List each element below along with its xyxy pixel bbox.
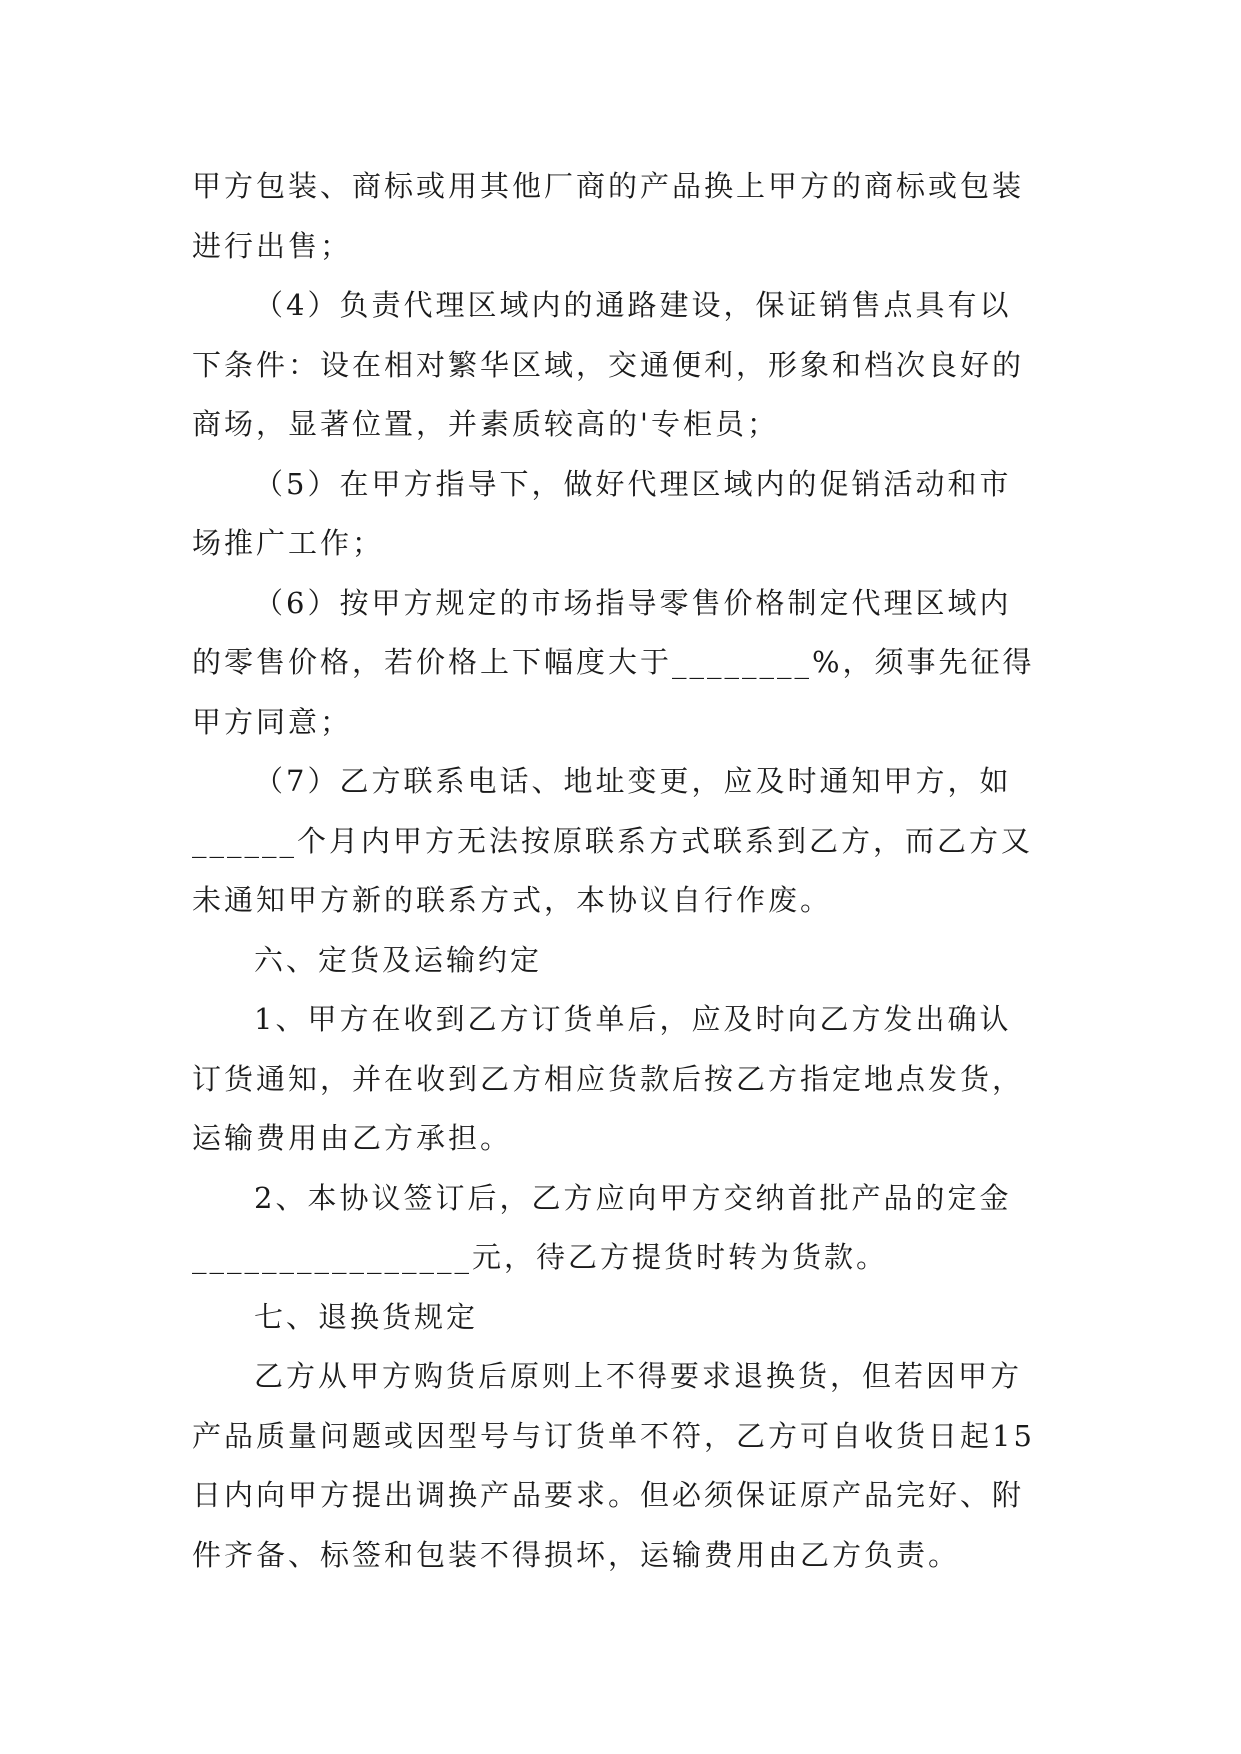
section-heading: 六、定货及运输约定 (254, 942, 543, 977)
text-line: 进行出售； (192, 228, 353, 263)
text-line: ________________元，待乙方提货时转为货款。 (192, 1240, 889, 1274)
text-line: ______个月内甲方无法按原联系方式联系到乙方，而乙方又 (192, 823, 1034, 858)
text-line: （6）按甲方规定的市场指导零售价格制定代理区域内 (254, 585, 1012, 620)
text-line: 未通知甲方新的联系方式，本协议自行作废。 (192, 883, 833, 917)
text-line: 运输费用由乙方承担。 (192, 1121, 513, 1155)
text-line: 下条件：设在相对繁华区域，交通便利，形象和档次良好的 (192, 347, 1025, 382)
text-line: 商场，显著位置，并素质较高的'专柜员； (192, 407, 779, 441)
text-line: 日内向甲方提出调换产品要求。但必须保证原产品完好、附 (192, 1478, 1025, 1512)
text-line: 1、甲方在收到乙方订货单后，应及时向乙方发出确认 (254, 1002, 1012, 1036)
text-line: 甲方同意； (192, 704, 353, 739)
text-line: （5）在甲方指导下，做好代理区域内的促销活动和市 (254, 466, 1012, 501)
text-line: 2、本协议签订后，乙方应向甲方交纳首批产品的定金 (254, 1180, 1012, 1215)
text-line: 产品质量问题或因型号与订货单不符，乙方可自收货日起15 (192, 1418, 1035, 1453)
text-line: （7）乙方联系电话、地址变更，应及时通知甲方，如 (254, 764, 1012, 798)
text-line: 的零售价格，若价格上下幅度大于________%，须事先征得 (192, 645, 1035, 679)
text-line: 乙方从甲方购货后原则上不得要求退换货，但若因甲方 (254, 1359, 1023, 1393)
text-line: 订货通知，并在收到乙方相应货款后按乙方指定地点发货， (192, 1061, 1025, 1096)
section-heading: 七、退换货规定 (254, 1299, 479, 1334)
text-line: （4）负责代理区域内的通路建设，保证销售点具有以 (254, 288, 1012, 322)
text-line: 场推广工作； (192, 526, 385, 560)
text-line: 甲方包装、商标或用其他厂商的产品换上甲方的商标或包装 (192, 169, 1025, 203)
text-line: 件齐备、标签和包装不得损坏，运输费用由乙方负责。 (192, 1537, 961, 1572)
document-body (192, 157, 1052, 1585)
